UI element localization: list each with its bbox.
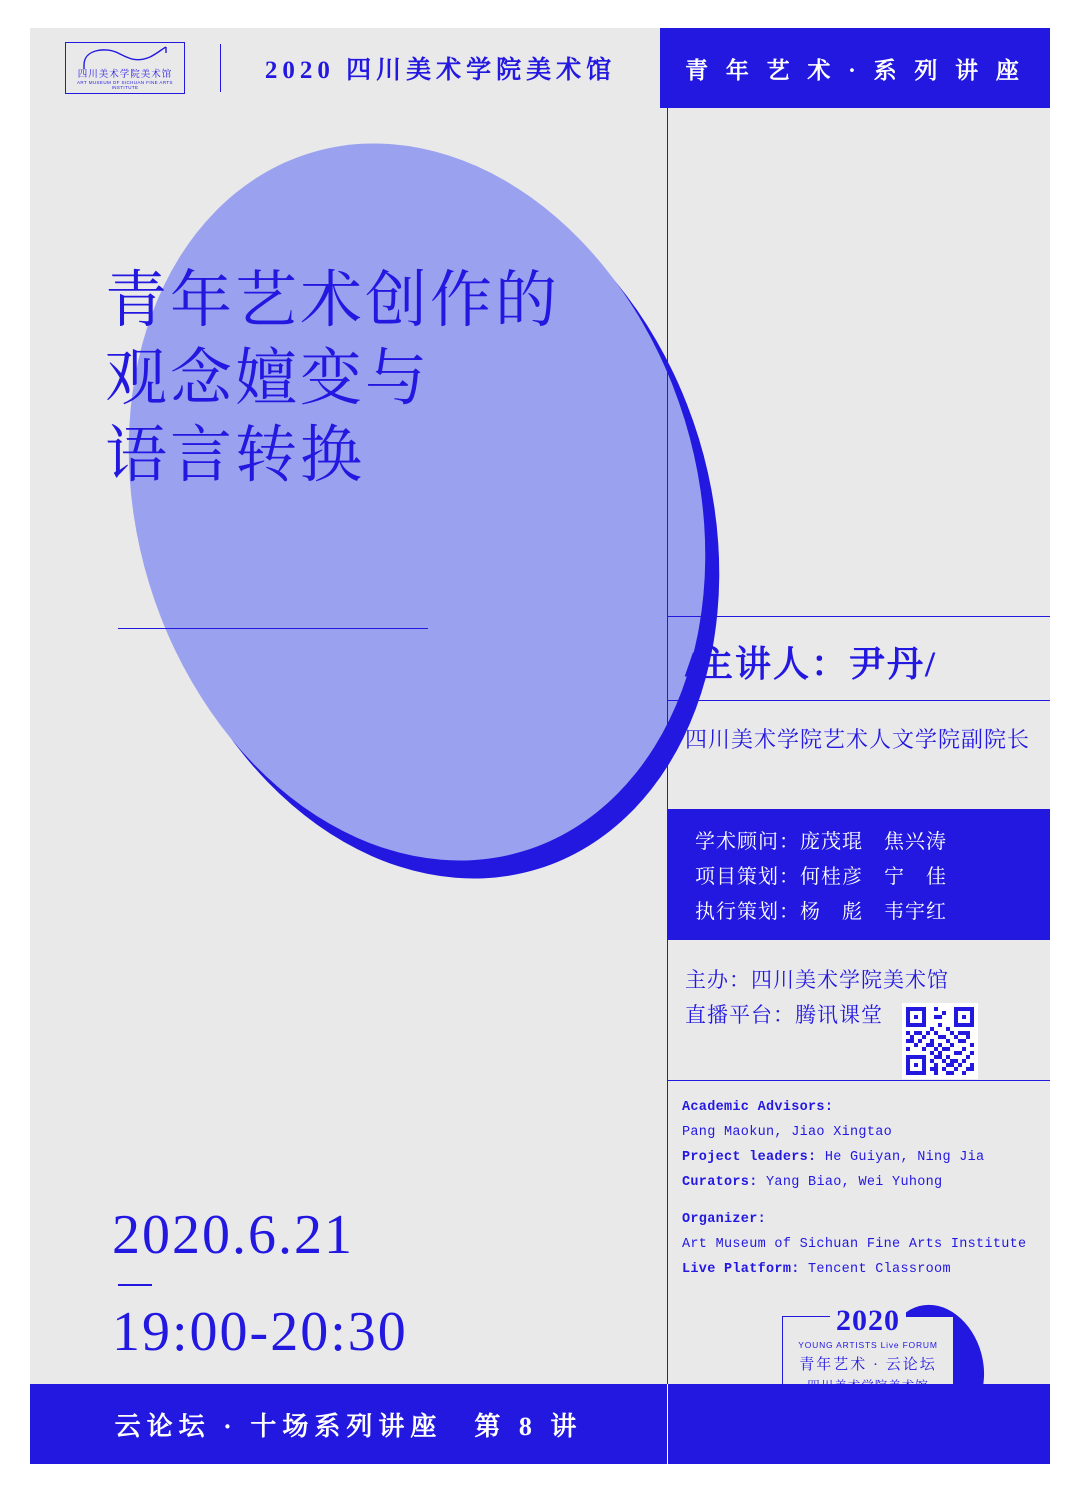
title-line-2: 观念嬗变与 [105, 344, 431, 413]
event-date: 2020.6.21 [112, 1204, 354, 1266]
speaker-name: /主讲人：尹丹/ [685, 644, 938, 684]
emblem-year: 2020 [830, 1304, 906, 1338]
platform-label-en: Live Platform: [682, 1261, 800, 1277]
leaders-value-en: He Guiyan, Ning Jia [824, 1149, 985, 1165]
organizer-cn: 主办：四川美术学院美术馆 [685, 968, 949, 992]
museum-logo [65, 42, 185, 94]
credits-block-cn [667, 809, 1050, 940]
title-underline [118, 628, 428, 629]
column-divider [667, 108, 668, 1384]
live-platform-cn: 直播平台：腾讯课堂 [685, 1002, 883, 1027]
event-time: 19:00-20:30 [112, 1301, 408, 1363]
divider-above-speaker [667, 616, 1050, 617]
footer-text: 云论坛 · 十场系列讲座 第 8 讲 [114, 1411, 583, 1441]
platform-value-en: Tencent Classroom [808, 1261, 951, 1277]
decorative-ellipse-group [115, 123, 775, 913]
qr-code-image [902, 1003, 978, 1079]
logo-chinese-name: 四川美术学院美术馆 [77, 69, 173, 80]
credit-advisors-cn: 学术顾问：庞茂琨 焦兴涛 [695, 831, 947, 853]
divider-below-speaker [667, 700, 1050, 701]
curators-value-en: Yang Biao, Wei Yuhong [766, 1174, 943, 1190]
divider-above-english [667, 1080, 1050, 1081]
header-series-banner [660, 28, 1050, 108]
logo-english-name: ART MUSEUM OF SICHUAN FINE ARTS INSTITUTE [77, 80, 173, 90]
poster-footer [30, 1384, 1050, 1464]
advisors-value-en: Pang Maokun, Jiao Xingtao [682, 1124, 893, 1140]
poster-canvas [30, 28, 1050, 1464]
emblem-chinese-main: 青年艺术 · 云论坛 [799, 1357, 937, 1373]
title-line-3: 语言转换 [105, 422, 366, 490]
credit-project-leaders-cn: 项目策划：何桂彦 宁 佳 [695, 866, 947, 888]
title-line-1: 青年艺术创作的 [105, 267, 561, 335]
poster-header [30, 28, 1050, 108]
speaker-title: 四川美术学院艺术人文学院副院长 [685, 727, 1031, 752]
organizer-block-cn [685, 963, 1050, 1032]
header-center-text: 2020 四川美术学院美术馆 [264, 57, 617, 84]
credits-block-en [682, 1096, 1050, 1283]
poster-title [105, 263, 705, 496]
footer-divider [667, 1384, 668, 1464]
museum-logo-box [30, 28, 220, 108]
emblem-english-top: YOUNG ARTISTS Live FORUM [798, 1340, 938, 1350]
organizer-label-en: Organizer: [682, 1211, 767, 1227]
credit-curators-cn: 执行策划：杨 彪 韦宇红 [695, 901, 947, 923]
qr-code[interactable] [902, 1003, 978, 1079]
english-block-spacer [682, 1196, 1050, 1208]
header-center [221, 28, 660, 108]
ellipse-main [43, 71, 792, 933]
advisors-label-en: Academic Advisors: [682, 1100, 834, 1115]
organizer-value-en: Art Museum of Sichuan Fine Arts Institute [682, 1236, 1027, 1252]
header-series-text: 青 年 艺 术 · 系 列 讲 座 [685, 57, 1025, 83]
leaders-label-en: Project leaders: [682, 1149, 817, 1165]
date-time-separator [118, 1284, 152, 1286]
curators-label-en: Curators: [682, 1174, 758, 1190]
